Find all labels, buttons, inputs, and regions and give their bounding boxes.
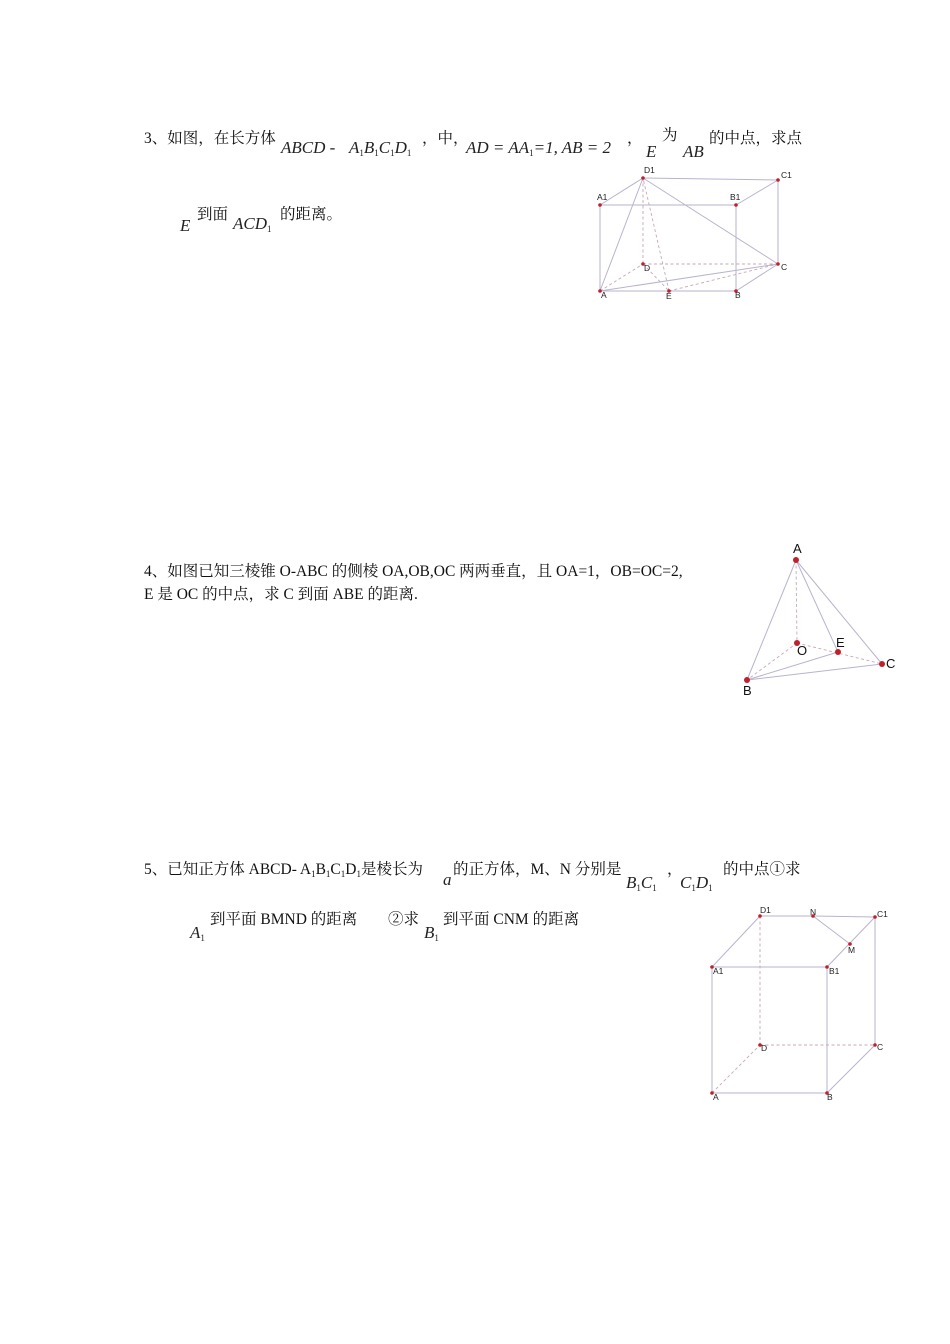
label-E: E (666, 291, 672, 301)
label-B: B (827, 1092, 833, 1102)
p3-comma: ， (627, 130, 643, 147)
p5-C1D1: $C_1D_1$ (680, 873, 713, 893)
p5-line2-A1: $A_1$ (190, 923, 205, 943)
label-E: E (836, 635, 845, 650)
label-B1: B1 (829, 966, 840, 976)
p5-line2-B1: $B_1$ (424, 923, 439, 943)
label-A1: A1 (597, 192, 608, 202)
label-B1: B1 (730, 192, 741, 202)
label-C: C (781, 262, 788, 272)
p3-AB: AB (683, 142, 704, 161)
p5-line2-text2: ②求 (388, 911, 420, 928)
figure-4-tetrahedron (743, 541, 895, 698)
label-D1: D1 (644, 165, 655, 175)
p3-condition: AD = $AA_1=1$, AB = 2 (466, 138, 612, 158)
p3-wei: 为 (662, 127, 678, 144)
label-B: B (735, 290, 741, 300)
p5-B1C1: $B_1C_1$ (626, 873, 657, 893)
label-A1: A1 (713, 966, 724, 976)
label-D: D (761, 1043, 768, 1053)
label-B: B (743, 683, 752, 698)
label-D1: D1 (760, 905, 771, 915)
p5-line2-text1: 到平面 BMND 的距离 (210, 911, 358, 928)
p3-E: E (646, 142, 657, 161)
p4-line2: E 是 OC 的中点，求 C 到面 ABE 的距离. (144, 586, 418, 603)
point-C (879, 661, 885, 667)
point-A (793, 557, 799, 563)
p3-mid: ，中， (422, 130, 469, 147)
p3-intro: 3、如图，在长方体 (144, 130, 276, 147)
label-A: A (793, 541, 802, 556)
p5-comma: ， (667, 861, 683, 878)
p3-line2-ACD1: $ACD_1$ (233, 214, 272, 234)
point-C1 (776, 178, 780, 182)
p3-math-A1B1C1D1: $A_1B_1C_1D_1$ (349, 138, 412, 158)
p4-line1: 4、如图已知三棱锥 O-ABC 的侧棱 OA,OB,OC 两两垂直，且 OA=1，OB=OC=2, (144, 563, 683, 580)
label-C1: C1 (781, 170, 792, 180)
p3-line2-text1: 到面 (197, 206, 229, 223)
label-D: D (644, 263, 651, 273)
p5-part6: 的正方体，M、N 分别是 (453, 861, 622, 878)
p3-math-body: ABCD - (281, 138, 336, 157)
label-C1: C1 (877, 909, 888, 919)
point-B1 (734, 203, 738, 207)
point-A1 (598, 203, 602, 207)
p3-line2-E: E (180, 216, 191, 235)
label-C: C (877, 1042, 884, 1052)
label-C: C (886, 656, 896, 671)
p5-line1: 5、已知正方体 ABCD- $A_1B_1C_1D_1$是棱长为 (144, 861, 423, 879)
p5-a: a (443, 870, 452, 889)
p3-line2-text2: 的距离。 (280, 206, 343, 223)
label-N: N (810, 907, 817, 917)
figure-3-cuboid (597, 165, 792, 301)
point-C (776, 262, 780, 266)
p3-text-mid: 的中点，求点 (709, 130, 803, 147)
p5-line2-text3: 到平面 CNM 的距离 (443, 911, 580, 928)
label-A: A (601, 290, 607, 300)
label-O: O (797, 643, 808, 658)
point-D1 (641, 176, 645, 180)
p5-part7: 的中点①求 (723, 861, 801, 878)
figure-5-cube (710, 905, 888, 1102)
label-A: A (713, 1092, 719, 1102)
label-M: M (848, 945, 856, 955)
